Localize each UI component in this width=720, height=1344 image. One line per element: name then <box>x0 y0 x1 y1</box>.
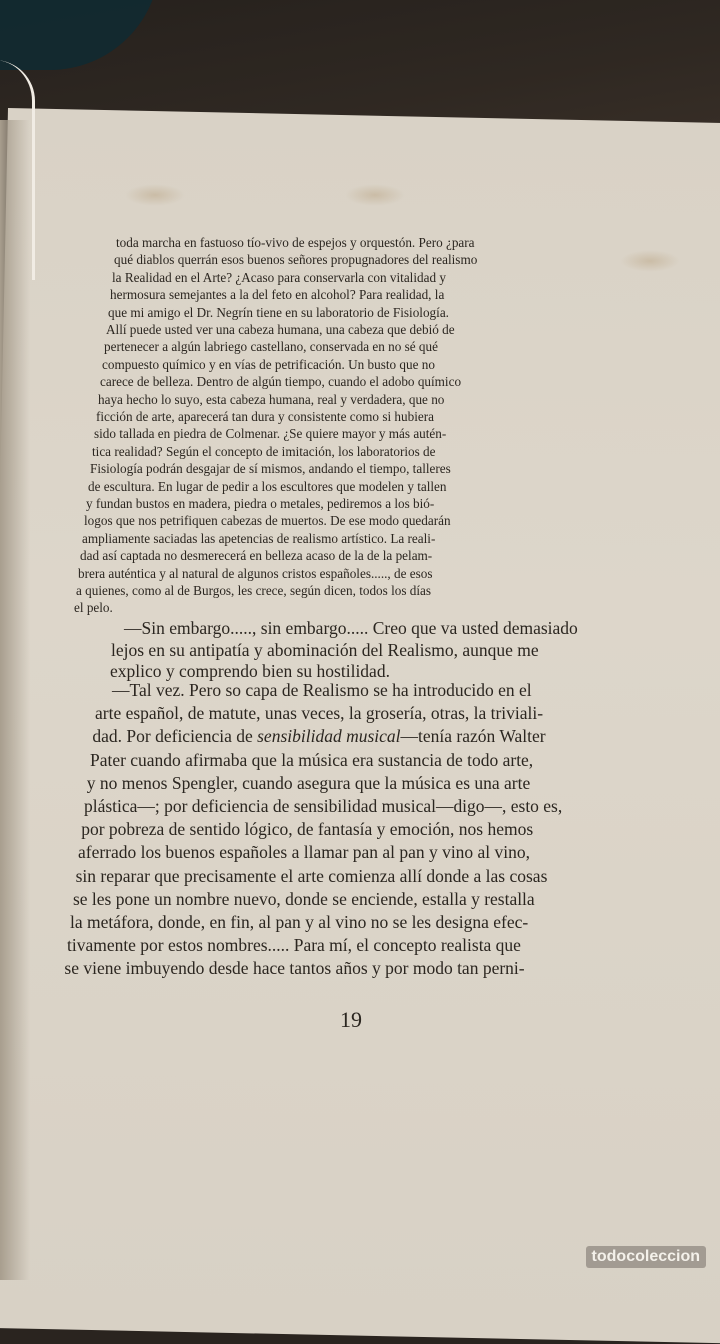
page-number: 19 <box>340 1007 362 1032</box>
watermark-logo: todocoleccion <box>586 1246 706 1268</box>
text-line: explico y comprendo bien su hostilidad. <box>110 661 390 681</box>
text-line: a quienes, como al de Burgos, les crece, según dicen, todos los días <box>76 583 431 598</box>
text-line: de escultura. En lugar de pedir a los escultores que modelen y tallen <box>88 478 447 494</box>
text-line: dad. Por deficiencia de sensibilidad musical—tenía razón Walter <box>92 726 546 747</box>
text-line: carece de belleza. Dentro de algún tiempo, cuando el adobo químico <box>100 374 462 390</box>
text-line: sin reparar que precisamente el arte comienza allí donde a las cosas <box>75 865 548 886</box>
text-line: y no menos Spengler, cuando asegura que la música es una arte <box>86 772 531 793</box>
text-line: Pater cuando afirmaba que la música era sustancia de todo arte, <box>89 749 533 770</box>
text-line: arte español, de matute, unas veces, la grosería, otras, la triviali- <box>95 703 544 724</box>
text-line: ficción de arte, aparecerá tan dura y consistente como si hubiera <box>96 409 434 424</box>
text-line: Fisiología podrán desgajar de sí mismos, andando el tiempo, talleres <box>90 461 451 477</box>
text-line: se les pone un nombre nuevo, donde se enciende, estalla y restalla <box>72 888 535 909</box>
text-line: Allí puede usted ver una cabeza humana, una cabeza que debió de <box>106 322 455 337</box>
text-line: por pobreza de sentido lógico, de fantasía y emoción, nos hemos <box>81 819 534 840</box>
text-line: hermosura semejantes a la del feto en alcohol? Para realidad, la <box>110 287 445 303</box>
text-line: la metáfora, donde, en fin, al pan y al vino no se les designa efec- <box>70 912 529 932</box>
text-line: tica realidad? Según el concepto de imitación, los laboratorios de <box>92 443 436 459</box>
text-line: el pelo. <box>74 600 113 616</box>
text-line: compuesto químico y en vías de petrificación. Un busto que no <box>102 356 435 372</box>
text-line: —Sin embargo....., sin embargo..... Creo que va usted demasiado <box>124 618 578 638</box>
text-line: se viene imbuyendo desde hace tantos años y por modo tan perni- <box>64 958 525 979</box>
text-line: ampliamente saciadas las apetencias de realismo artístico. La reali- <box>82 530 436 546</box>
text-line: logos que nos petrifiquen cabezas de muertos. De ese modo quedarán <box>84 513 451 529</box>
text-line: y fundan bustos en madera, piedra o metales, pediremos a los bió- <box>86 496 435 511</box>
text-line: pertenecer a algún labriego castellano, conservada en no sé qué <box>104 339 438 355</box>
text-line: dad así captada no desmerecerá en belleza acaso de la de la pelam- <box>80 548 433 564</box>
text-line: tivamente por estos nombres..... Para mí, el concepto realista que <box>67 935 522 956</box>
text-line: sido tallada en piedra de Colmenar. ¿Se quiere mayor y más autén- <box>94 426 447 442</box>
text-line: plástica—; por deficiencia de sensibilidad musical—digo—, esto es, <box>84 796 563 816</box>
italic-phrase: sensibilidad musical <box>257 726 401 747</box>
text-line: qué diablos querrán esos buenos señores propugnadores del realismo <box>114 252 478 268</box>
text-line: aferrado los buenos españoles a llamar pan al pan y vino al vino, <box>78 842 531 863</box>
text-line: haya hecho lo suyo, esta cabeza humana, real y verdadera, que no <box>98 391 445 407</box>
text-line: lejos en su antipatía y abominación del Realismo, aunque me <box>111 639 539 660</box>
text-line: brera auténtica y al natural de algunos cristos españoles....., de esos <box>78 565 433 581</box>
text-line: toda marcha en fastuoso tío-vivo de espejos y orquestón. Pero ¿para <box>116 235 475 250</box>
text-line: —Tal vez. Pero so capa de Realismo se ha introducido en el <box>112 680 532 700</box>
text-line: que mi amigo el Dr. Negrín tiene en su laboratorio de Fisiología. <box>108 304 449 320</box>
text-line: la Realidad en el Arte? ¿Acaso para conservarla con vitalidad y <box>112 269 446 285</box>
